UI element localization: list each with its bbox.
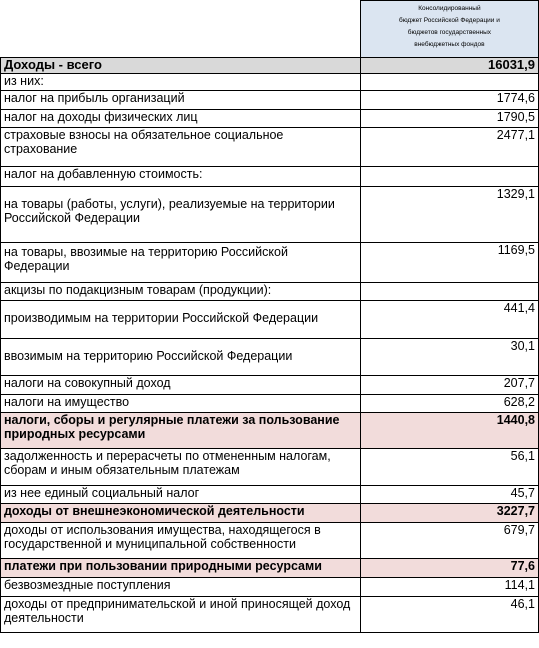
row-value: 207,7: [360, 376, 538, 395]
column-header-consolidated-budget: [360, 1, 538, 58]
header-empty-cell: [1, 1, 361, 58]
row-label: безвозмездные поступления: [1, 578, 361, 597]
row-value: 1329,1: [360, 187, 538, 243]
table-row-total: [1, 58, 539, 74]
table-row: [1, 486, 539, 504]
row-label: доходы от предпринимательской и иной приносящей доход деятельности: [1, 597, 361, 633]
row-value: 56,1: [360, 449, 538, 486]
table-row: [1, 395, 539, 413]
row-label: налоги, сборы и регулярные платежи за пользование природных ресурсами: [1, 413, 361, 449]
row-value: 45,7: [360, 486, 538, 504]
table-row: [1, 301, 539, 339]
row-value: 114,1: [360, 578, 538, 597]
row-value: [360, 167, 538, 187]
table-row: [1, 74, 539, 91]
column-header-line: Консолидированный: [418, 5, 481, 12]
table-row: [1, 578, 539, 597]
row-value: 1790,5: [360, 110, 538, 128]
row-label: доходы от внешнеэкономической деятельности: [1, 504, 361, 523]
table-row: [1, 91, 539, 110]
table-header-row: [1, 1, 539, 58]
row-label: платежи при пользовании природными ресурсами: [1, 559, 361, 578]
row-value: 16031,9: [360, 58, 538, 74]
table-row: [1, 449, 539, 486]
row-label: производимым на территории Российской Федерации: [1, 301, 361, 339]
table-row: [1, 243, 539, 283]
row-value: 628,2: [360, 395, 538, 413]
row-label: на товары, ввозимые на территорию Российской Федерации: [1, 243, 361, 283]
row-label: акцизы по подакцизным товарам (продукции):: [1, 283, 361, 301]
row-label: налог на добавленную стоимость:: [1, 167, 361, 187]
row-value: 441,4: [360, 301, 538, 339]
row-value: [360, 74, 538, 91]
table-row: [1, 376, 539, 395]
column-header-line: бюджетов государственных: [407, 29, 492, 36]
row-label: страховые взносы на обязательное социальное страхование: [1, 128, 361, 167]
row-label: из нее единый социальный налог: [1, 486, 361, 504]
table-row: [1, 283, 539, 301]
row-value: 1774,6: [360, 91, 538, 110]
column-header-line: внебюджетных фондов: [414, 41, 485, 48]
row-value: [360, 283, 538, 301]
column-header-line: бюджет Российской Федерации и: [398, 17, 500, 24]
row-value: 1169,5: [360, 243, 538, 283]
row-label: налог на прибыль организаций: [1, 91, 361, 110]
row-label: Доходы - всего: [1, 58, 361, 74]
table-row: [1, 187, 539, 243]
row-value: 77,6: [360, 559, 538, 578]
row-label: налог на доходы физических лиц: [1, 110, 361, 128]
table-row-highlight: [1, 559, 539, 578]
row-label: задолженность и перерасчеты по отмененным налогам, сборам и иным обязательным платежам: [1, 449, 361, 486]
row-value: 679,7: [360, 523, 538, 559]
row-value: 30,1: [360, 339, 538, 376]
row-value: 3227,7: [360, 504, 538, 523]
row-value: 46,1: [360, 597, 538, 633]
table-row-highlight: [1, 504, 539, 523]
row-label: на товары (работы, услуги), реализуемые на территории Российской Федерации: [1, 187, 361, 243]
table-row-highlight: [1, 413, 539, 449]
table-row: [1, 110, 539, 128]
row-value: 2477,1: [360, 128, 538, 167]
table-row: [1, 597, 539, 633]
table-row: [1, 339, 539, 376]
table-row: [1, 167, 539, 187]
row-value: 1440,8: [360, 413, 538, 449]
row-label: из них:: [1, 74, 361, 91]
table-row: [1, 523, 539, 559]
row-label: доходы от использования имущества, находящегося в государственной и муниципальной собственности: [1, 523, 361, 559]
row-label: налоги на имущество: [1, 395, 361, 413]
row-label: ввозимым на территорию Российской Федерации: [1, 339, 361, 376]
table-row: [1, 128, 539, 167]
row-label: налоги на совокупный доход: [1, 376, 361, 395]
